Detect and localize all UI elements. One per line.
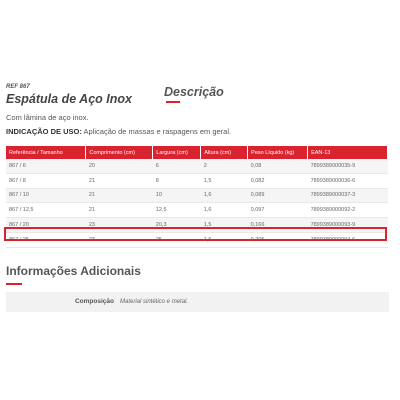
cell-ean: 7899389000093-9 <box>308 218 388 233</box>
cell-length: 23 <box>86 218 153 233</box>
spec-table-header <box>6 146 388 159</box>
cell-weight: 0,205 <box>248 232 308 247</box>
cell-weight: 0,089 <box>248 188 308 203</box>
cell-ean: 7899389000035-9 <box>308 159 388 173</box>
cell-height: 1,5 <box>201 173 248 188</box>
description-material: Com lâmina de aço inox. <box>6 113 89 122</box>
cell-ean: 7899389000037-3 <box>308 188 388 203</box>
cell-reference: 867 / 20 <box>6 218 86 233</box>
cell-length: 23 <box>86 232 153 247</box>
table-row <box>6 203 388 218</box>
table-row <box>6 188 388 203</box>
description-heading-underline <box>166 101 180 103</box>
cell-weight: 0,166 <box>248 218 308 233</box>
header-height: Altura (cm) <box>201 146 248 159</box>
cell-reference: 867 / 10 <box>6 188 86 203</box>
header-weight: Peso Líquido (kg) <box>248 146 308 159</box>
cell-length: 21 <box>86 173 153 188</box>
cell-width: 12,5 <box>153 203 201 218</box>
cell-height: 1,5 <box>201 218 248 233</box>
row-highlight-box <box>4 227 387 241</box>
cell-ean: 7899389000094-6 <box>308 232 388 247</box>
header-length: Comprimento (cm) <box>86 146 153 159</box>
description-usage <box>6 127 231 136</box>
cell-width: 8 <box>153 173 201 188</box>
cell-reference: 867 / 6 <box>6 159 86 173</box>
cell-weight: 0,082 <box>248 173 308 188</box>
cell-reference: 867 / 8 <box>6 173 86 188</box>
cell-width: 20,3 <box>153 218 201 233</box>
table-row <box>6 159 388 173</box>
cell-height: 1,6 <box>201 232 248 247</box>
cell-length: 21 <box>86 188 153 203</box>
header-ean: EAN-13 <box>308 146 388 159</box>
cell-height: 2 <box>201 159 248 173</box>
cell-reference: 867 / 25 <box>6 232 86 247</box>
cell-width: 25 <box>153 232 201 247</box>
header-reference: Referência / Tamanho <box>6 146 86 159</box>
composition-label: Composição <box>74 298 114 305</box>
cell-width: 6 <box>153 159 201 173</box>
composition-value: Material sintético e metal. <box>120 299 189 305</box>
usage-label: INDICAÇÃO DE USO: <box>6 127 82 136</box>
cell-ean: 7899389000092-2 <box>308 203 388 218</box>
additional-info-underline <box>6 283 22 285</box>
cell-reference: 867 / 12,5 <box>6 203 86 218</box>
table-row <box>6 173 388 188</box>
cell-weight: 0,097 <box>248 203 308 218</box>
description-heading: Descrição <box>164 85 224 99</box>
composition-row <box>6 292 389 312</box>
cell-width: 10 <box>153 188 201 203</box>
cell-height: 1,6 <box>201 188 248 203</box>
product-reference: REF 867 <box>6 84 30 90</box>
cell-weight: 0,08 <box>248 159 308 173</box>
header-width: Largura (cm) <box>153 146 201 159</box>
product-title: Espátula de Aço Inox <box>6 92 132 106</box>
cell-length: 20 <box>86 159 153 173</box>
usage-text: Aplicação de massas e raspagens em geral. <box>81 127 232 136</box>
additional-info-heading: Informações Adicionais <box>6 264 141 278</box>
cell-ean: 7899389000036-6 <box>308 173 388 188</box>
cell-height: 1,6 <box>201 203 248 218</box>
cell-length: 21 <box>86 203 153 218</box>
